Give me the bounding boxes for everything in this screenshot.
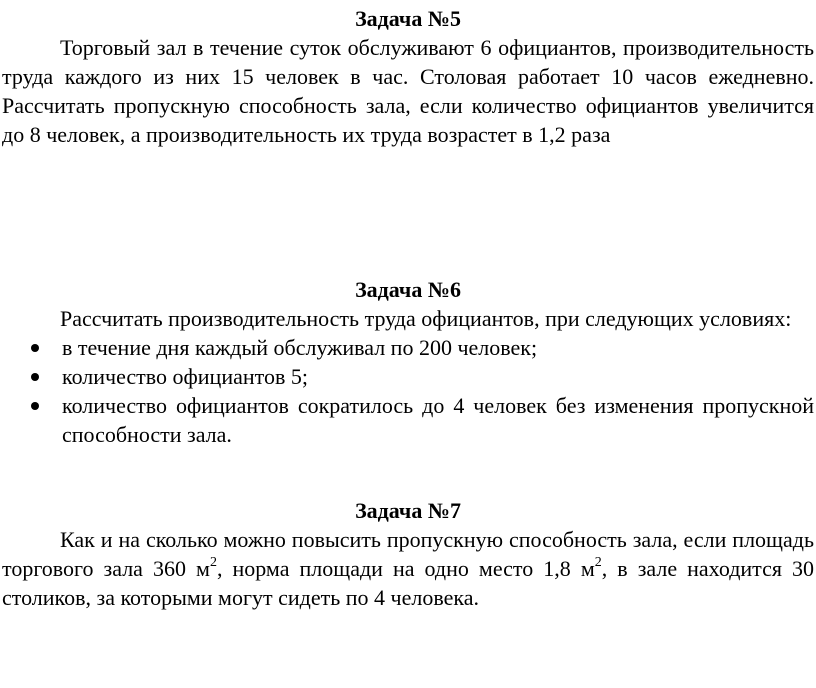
condition-item [2, 391, 814, 449]
condition-item [2, 362, 814, 391]
task-6-intro: Рассчитать производительность труда официантов, при следующих условиях: [60, 306, 792, 331]
condition-text: количество официантов сократилось до 4 человек без изменения пропускной способности зала. [62, 393, 814, 447]
task-7-text [2, 525, 814, 612]
condition-item [2, 333, 814, 362]
task-7-text-part2: , норма площади на одно место 1,8 м [216, 556, 595, 581]
task-5-section [2, 4, 814, 149]
bullet-icon [31, 344, 39, 352]
task-5-title: Задача №5 [355, 6, 461, 31]
condition-text: в течение дня каждый обслуживал по 200 человек; [62, 335, 538, 360]
condition-text: количество официантов 5; [62, 364, 308, 389]
task-7-text-part3: , в зале находится 30 столиков, за которыми могут сидеть по 4 человека. [2, 556, 814, 610]
squared-superscript: 2 [594, 554, 602, 570]
squared-superscript: 2 [209, 554, 217, 570]
bullet-icon [31, 373, 39, 381]
task-7-text-part1: Как и на сколько можно повысить пропускную способность зала, если площадь торгового зала 360 м [2, 527, 814, 581]
task-5-text: Торговый зал в течение суток обслуживают 6 официантов, производительность труда каждого из них 15 человек в час. Столовая работает 10 часов ежедневно. Рассчитать пропускную способность зала, если количество официантов увеличится до 8 человек, а производительность их труда возрастет в 1,2 раза [2, 35, 814, 147]
task-6-section [2, 275, 814, 449]
task-6-conditions-list [2, 333, 814, 449]
bullet-icon [31, 402, 39, 410]
task-7-title: Задача №7 [355, 498, 461, 523]
task-6-title: Задача №6 [355, 277, 461, 302]
task-7-section [2, 496, 814, 612]
